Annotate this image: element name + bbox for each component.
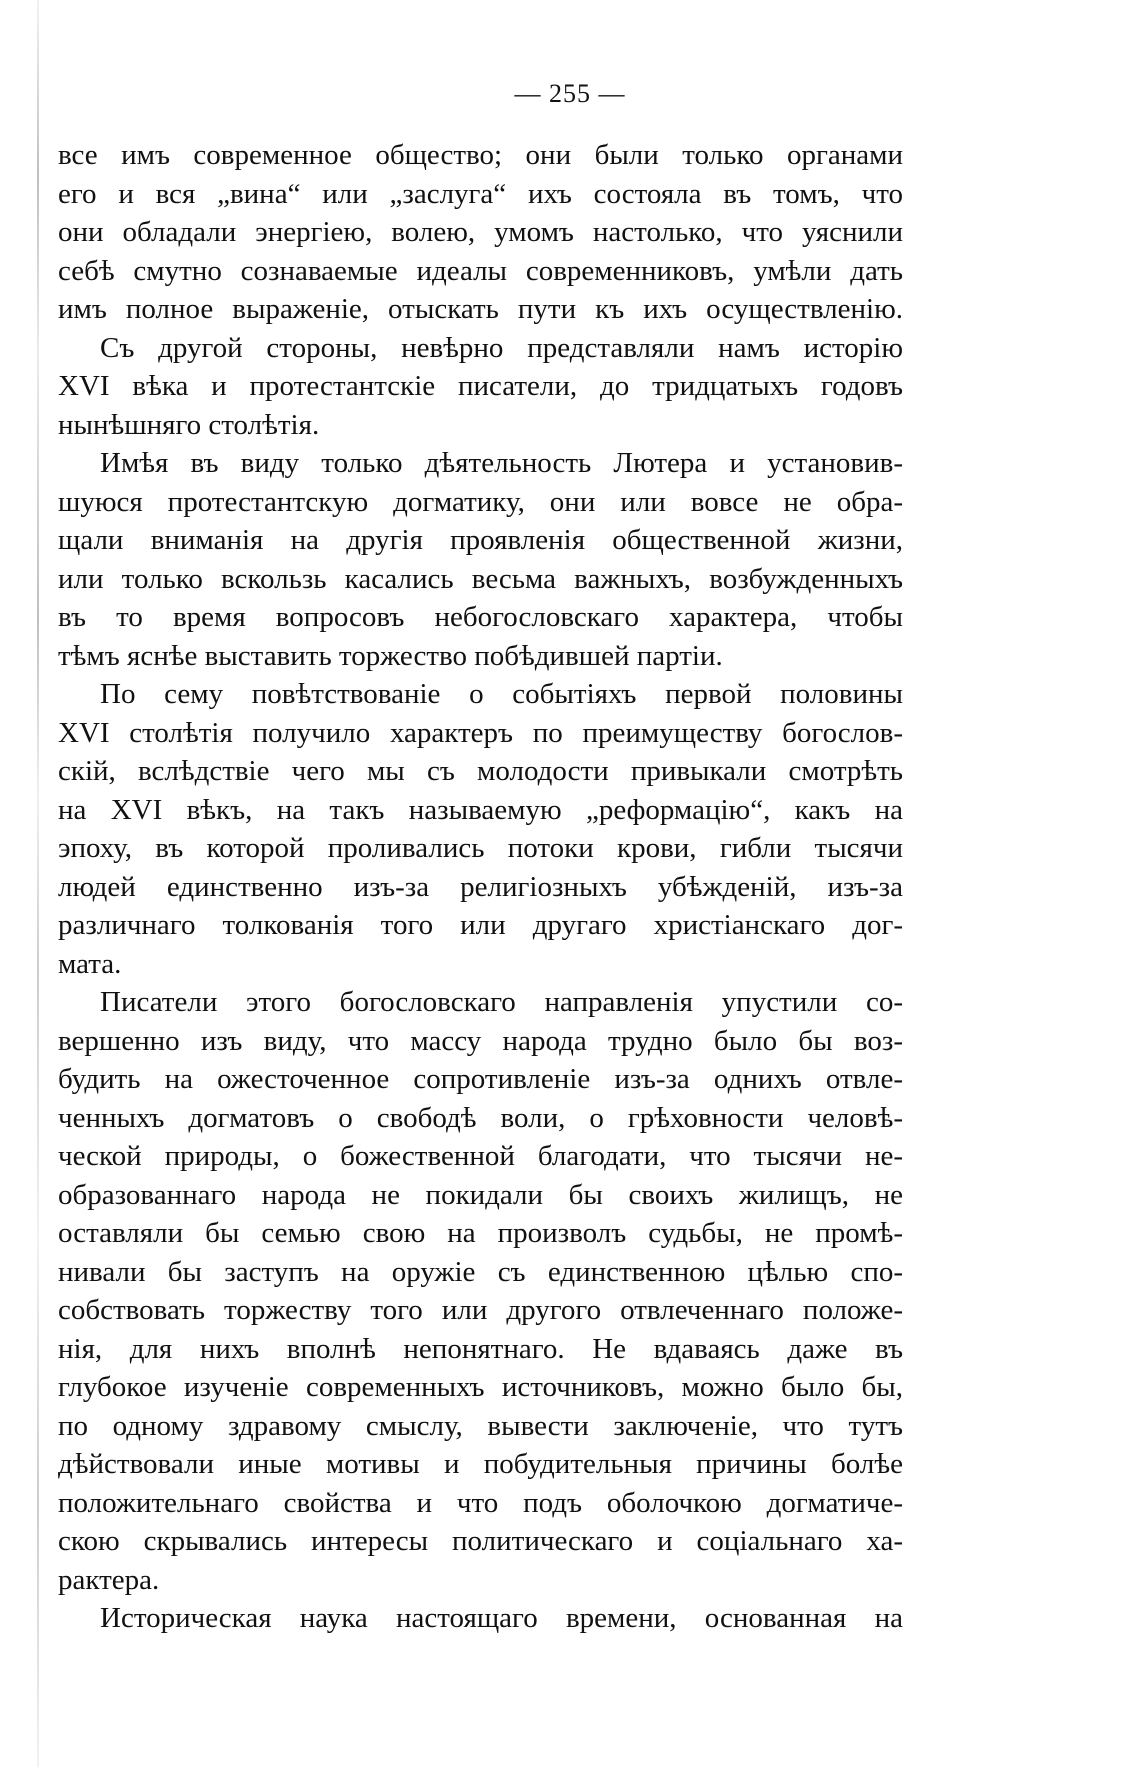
text-line: рактера.: [58, 1563, 160, 1596]
text-line: вершенно изъ виду, что массу народа трудно было бы воз-: [58, 1024, 903, 1057]
text-line: скій, вслѣдствіе чего мы съ молодости привыкали смотрѣть: [58, 755, 903, 787]
text-line: тѣмъ яснѣе выставить торжество побѣдившей партіи.: [58, 639, 723, 672]
text-line: щали вниманія на другія проявленія общественной жизни,: [58, 524, 903, 556]
text-line: они обладали энергіею, волею, умомъ настолько, что уяснили: [58, 216, 903, 248]
text-line: ческой природы, о божественной благодати, что тысячи не-: [58, 1140, 903, 1172]
text-line: глубокое изученіе современныхъ источниковъ, можно было бы,: [58, 1371, 903, 1403]
text-line: Съ другой стороны, невѣрно представляли намъ исторію: [100, 331, 903, 364]
text-line: его и вся „вина“ или „заслуга“ ихъ состояла въ томъ, что: [58, 177, 903, 210]
text-line: людей единственно изъ-за религіозныхъ убѣжденій, изъ-за: [58, 870, 903, 903]
text-line: положительнаго свойства и что подъ оболочкою догматиче-: [58, 1486, 903, 1519]
text-line: мата.: [58, 947, 122, 980]
text-line: По сему повѣтствованіе о событіяхъ первой половины: [100, 678, 903, 710]
text-line: XVI вѣка и протестантскіе писатели, до тридцатыхъ годовъ: [58, 370, 903, 402]
text-line: оставляли бы семью свою на произволъ судьбы, не промѣ-: [58, 1217, 903, 1249]
text-line: все имъ современное общество; они были только органами: [58, 139, 903, 171]
text-line: на XVI вѣкъ, на такъ называемую „реформацію“, какъ на: [58, 793, 903, 826]
text-line: XVI столѣтія получило характеръ по преимуществу богослов-: [58, 716, 903, 749]
paragraph-3: [58, 444, 903, 675]
text-line: различнаго толкованія того или другаго христіанскаго дог-: [58, 909, 903, 941]
text-line: эпоху, въ которой проливались потоки крови, гибли тысячи: [58, 832, 903, 864]
text-line: Имѣя въ виду только дѣятельность Лютера и установив-: [100, 447, 903, 479]
text-line: скою скрывались интересы политическаго и соціальнаго ха-: [58, 1525, 903, 1557]
text-line: нивали бы заступъ на оружіе съ единственною цѣлью спо-: [58, 1255, 903, 1288]
text-line: Историческая наука настоящаго времени, основанная на: [100, 1602, 903, 1634]
text-line: себѣ смутно сознаваемые идеалы современниковъ, умѣли дать: [58, 254, 903, 287]
body-text: [58, 136, 903, 1638]
text-line: ченныхъ догматовъ о свободѣ воли, о грѣховности человѣ-: [58, 1101, 903, 1134]
paragraph-2: [58, 329, 903, 445]
text-line: Писатели этого богословскаго направленія упустили со-: [100, 986, 903, 1018]
text-line: нынѣшняго столѣтія.: [58, 408, 320, 441]
paragraph-5: [58, 983, 903, 1599]
text-line: по одному здравому смыслу, вывести заключеніе, что тутъ: [58, 1409, 903, 1442]
text-line: въ то время вопросовъ небогословскаго характера, чтобы: [58, 601, 903, 633]
text-line: дѣйствовали иные мотивы и побудительныя причины болѣе: [58, 1448, 903, 1480]
page-number: — 255 —: [514, 79, 626, 108]
paragraph-1: [58, 136, 903, 329]
text-line: нія, для нихъ вполнѣ непонятнаго. Не вдаваясь даже въ: [58, 1332, 903, 1365]
paragraph-6: [58, 1599, 903, 1638]
text-line: имъ полное выраженіе, отыскать пути къ ихъ осуществленію.: [58, 293, 903, 325]
text-line: шуюся протестантскую догматику, они или вовсе не обра-: [58, 485, 903, 518]
text-line: будить на ожесточенное сопротивленіе изъ-за однихъ отвле-: [58, 1063, 903, 1095]
text-line: собствовать торжеству того или другого отвлеченнаго положе-: [58, 1294, 903, 1326]
text-line: или только вскользь касались весьма важныхъ, возбужденныхъ: [58, 562, 903, 595]
text-line: образованнаго народа не покидали бы своихъ жилищъ, не: [58, 1178, 903, 1211]
page-edge-shadow: [37, 0, 39, 1767]
paragraph-4: [58, 675, 903, 983]
